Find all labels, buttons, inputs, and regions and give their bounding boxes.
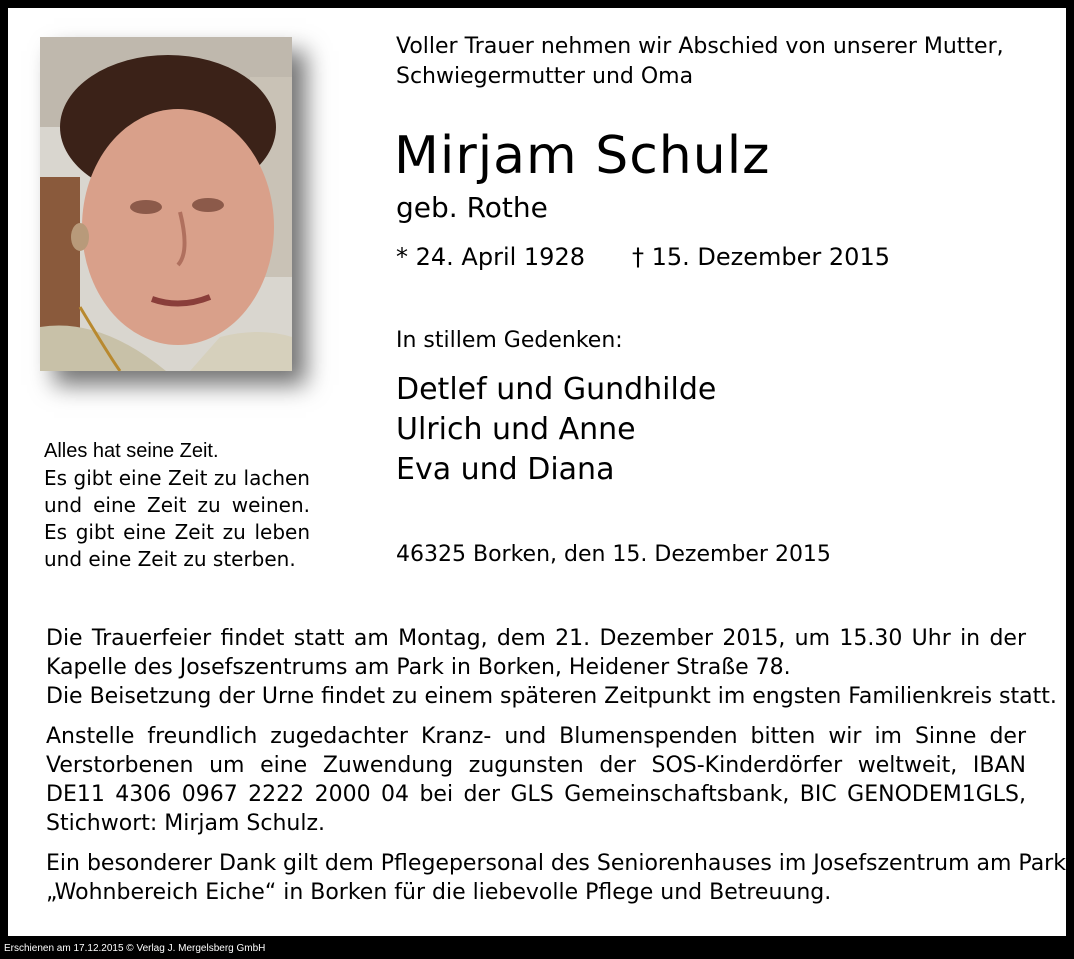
- birth-date: * 24. April 1928: [396, 243, 585, 271]
- death-date: † 15. Dezember 2015: [632, 243, 890, 271]
- family-member: Ulrich und Anne: [396, 412, 636, 447]
- obituary-card: [8, 8, 1066, 936]
- intro-line: Schwiegermutter und Oma: [396, 64, 694, 89]
- donation-line: Anstelle freundlich zugedachter Kranz- und Blumenspenden bitten wir im Sinne der: [46, 724, 1026, 749]
- donation-line: Stichwort: Mirjam Schulz.: [46, 811, 326, 836]
- deceased-name: Mirjam Schulz: [394, 126, 771, 186]
- thanks-line: „Wohnbereich Eiche“ in Borken für die liebevolle Pflege und Betreuung.: [46, 880, 832, 905]
- details-section: [46, 624, 1066, 918]
- ceremony-line: Kapelle des Josefszentrums am Park in Borken, Heidener Straße 78.: [46, 655, 791, 680]
- donation-line: DE11 4306 0967 2222 2000 04 bei der GLS Gemeinschaftsbank, BIC GENODEM1GLS,: [46, 782, 1026, 807]
- family-member: Eva und Diana: [396, 452, 615, 487]
- thanks-line: Ein besonderer Dank gilt dem Pflegepersonal des Seniorenhauses im Josefszentrum am Park: [46, 851, 1066, 876]
- intro-line: Voller Trauer nehmen wir Abschied von unserer Mutter,: [396, 34, 1004, 59]
- life-dates: [396, 242, 890, 272]
- birth-name: geb. Rothe: [396, 191, 548, 224]
- poem-line: Es gibt eine Zeit zu leben: [44, 520, 310, 544]
- portrait-photo: [40, 37, 292, 371]
- publisher-footer: Erschienen am 17.12.2015 © Verlag J. Mergelsberg GmbH: [4, 943, 266, 954]
- poem-line: Es gibt eine Zeit zu lachen: [44, 466, 310, 490]
- family-member: Detlef und Gundhilde: [396, 372, 717, 407]
- memory-label: In stillem Gedenken:: [396, 328, 623, 353]
- ceremony-line: Die Beisetzung der Urne findet zu einem späteren Zeitpunkt im engsten Familienkreis statt.: [46, 684, 1057, 709]
- poem-title: Alles hat seine Zeit.: [44, 440, 219, 462]
- donation-paragraph: [46, 722, 1026, 838]
- intro-text: [396, 32, 1036, 92]
- poem-line: und eine Zeit zu sterben.: [44, 547, 296, 571]
- ceremony-paragraph: [46, 624, 1057, 711]
- place-date: 46325 Borken, den 15. Dezember 2015: [396, 542, 831, 567]
- thanks-paragraph: [46, 849, 1066, 907]
- family-list: [396, 370, 716, 490]
- portrait-image: [40, 37, 292, 371]
- poem: [44, 438, 310, 573]
- ceremony-line: Die Trauerfeier findet statt am Montag, dem 21. Dezember 2015, um 15.30 Uhr in der: [46, 626, 1026, 651]
- poem-line: und eine Zeit zu weinen.: [44, 493, 310, 517]
- donation-line: Verstorbenen um eine Zuwendung zugunsten der SOS-Kinderdörfer weltweit, IBAN: [46, 753, 1026, 778]
